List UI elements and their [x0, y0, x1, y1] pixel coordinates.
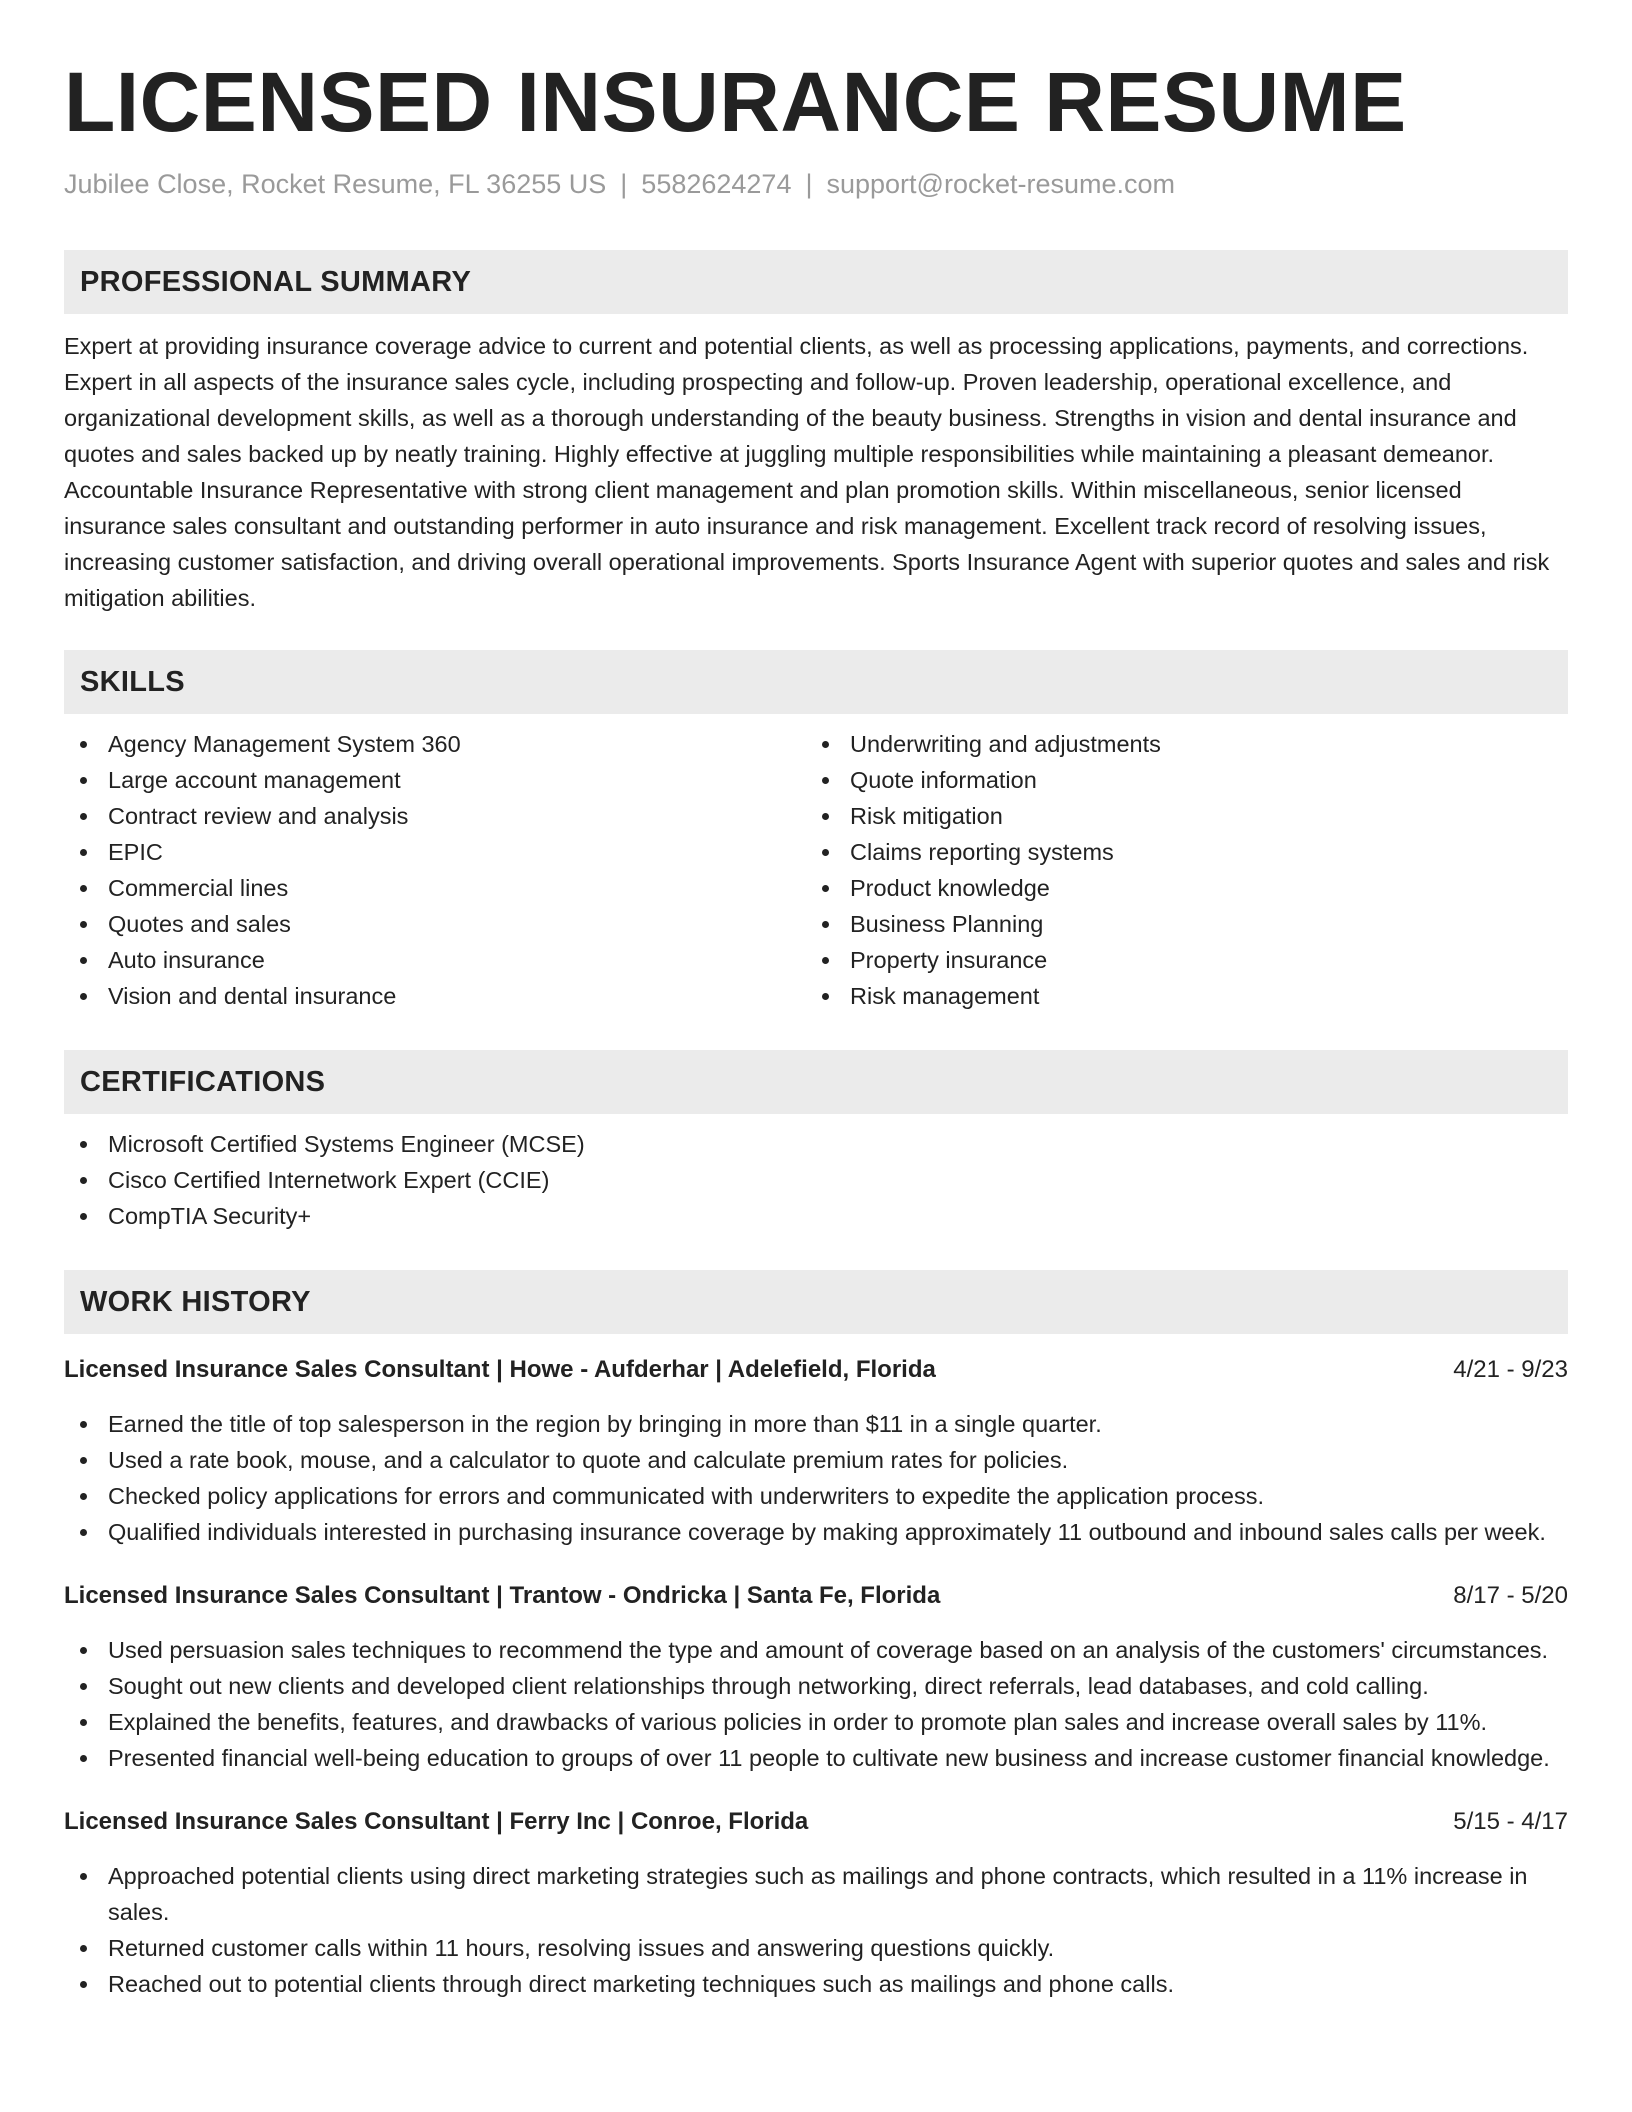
job-bullet: Checked policy applications for errors and communicated with underwriters to expedite the application process. [64, 1478, 1568, 1514]
job-bullet: Used persuasion sales techniques to recommend the type and amount of coverage based on an analysis of the customers' circumstances. [64, 1632, 1568, 1668]
job-bullet: Reached out to potential clients through direct marketing techniques such as mailings and phone calls. [64, 1966, 1568, 2002]
job-dates: 5/15 - 4/17 [1453, 1808, 1568, 1835]
skill-item: Property insurance [806, 942, 1548, 978]
contact-phone: 5582624274 [641, 169, 792, 199]
certification-item: CompTIA Security+ [64, 1198, 1568, 1234]
certification-item: Cisco Certified Internetwork Expert (CCIE) [64, 1162, 1568, 1198]
job-title: Licensed Insurance Sales Consultant | Howe - Aufderhar | Adelefield, Florida [64, 1356, 936, 1383]
job-bullet: Approached potential clients using direct marketing strategies such as mailings and phone contracts, which resulted in a 11% increase in sales. [64, 1858, 1568, 1930]
skill-item: Quotes and sales [64, 906, 806, 942]
job-dates: 8/17 - 5/20 [1453, 1582, 1568, 1609]
contact-email: support@rocket-resume.com [826, 169, 1176, 199]
resume-page [64, 0, 1568, 2002]
certification-item: Microsoft Certified Systems Engineer (MCSE) [64, 1126, 1568, 1162]
job-bullets [64, 1406, 1568, 1550]
skill-item: Product knowledge [806, 870, 1548, 906]
skill-item: Vision and dental insurance [64, 978, 806, 1014]
job-bullet: Returned customer calls within 11 hours, resolving issues and answering questions quickly. [64, 1930, 1568, 1966]
contact-line [64, 166, 1568, 202]
skill-item: Claims reporting systems [806, 834, 1548, 870]
contact-separator: | [620, 169, 628, 199]
skill-item: Auto insurance [64, 942, 806, 978]
skill-item: Business Planning [806, 906, 1548, 942]
job-bullets [64, 1632, 1568, 1776]
skill-item: EPIC [64, 834, 806, 870]
section-heading-work-history: WORK HISTORY [64, 1270, 1568, 1334]
skill-item: Large account management [64, 762, 806, 798]
skill-item: Risk management [806, 978, 1548, 1014]
skills-grid [64, 726, 1568, 1014]
job-dates: 4/21 - 9/23 [1453, 1356, 1568, 1383]
job-bullet: Earned the title of top salesperson in the region by bringing in more than $11 in a single quarter. [64, 1406, 1568, 1442]
section-heading-certifications: CERTIFICATIONS [64, 1050, 1568, 1114]
job-title: Licensed Insurance Sales Consultant | Trantow - Ondricka | Santa Fe, Florida [64, 1582, 941, 1609]
skill-item: Agency Management System 360 [64, 726, 806, 762]
job-bullet: Explained the benefits, features, and drawbacks of various policies in order to promote plan sales and increase overall sales by 11%. [64, 1704, 1568, 1740]
skills-list-left [64, 726, 806, 1014]
skill-item: Risk mitigation [806, 798, 1548, 834]
resume-title: LICENSED INSURANCE RESUME [64, 55, 1407, 149]
job-bullet: Presented financial well-being education to groups of over 11 people to cultivate new business and increase customer financial knowledge. [64, 1740, 1568, 1776]
skill-item: Quote information [806, 762, 1548, 798]
job-header [64, 1352, 1568, 1388]
section-heading-summary: PROFESSIONAL SUMMARY [64, 250, 1568, 314]
job-title: Licensed Insurance Sales Consultant | Ferry Inc | Conroe, Florida [64, 1808, 809, 1835]
skills-list-right [806, 726, 1548, 1014]
skill-item: Contract review and analysis [64, 798, 806, 834]
job-bullets [64, 1858, 1568, 2002]
contact-address: Jubilee Close, Rocket Resume, FL 36255 US [64, 169, 607, 199]
certifications-list [64, 1126, 1568, 1234]
job-header [64, 1804, 1568, 1840]
job-entry [64, 1352, 1568, 1550]
job-entry [64, 1804, 1568, 2002]
contact-separator: | [805, 169, 813, 199]
job-bullet: Used a rate book, mouse, and a calculator to quote and calculate premium rates for policies. [64, 1442, 1568, 1478]
job-bullet: Sought out new clients and developed client relationships through networking, direct referrals, lead databases, and cold calling. [64, 1668, 1568, 1704]
summary-paragraph: Expert at providing insurance coverage advice to current and potential clients, as well as processing applications, payments, and corrections. Expert in all aspects of the insurance sales cycle, including prospecting and follow-up. Proven leadership, operational excellence, and organizational development skills, as well as a thorough understanding of the beauty business. Strengths in vision and dental insurance and quotes and sales backed up by neatly training. Highly effective at juggling multiple responsibilities while maintaining a pleasant demeanor. Accountable Insurance Representative with strong client management and plan promotion skills. Within miscellaneous, senior licensed insurance sales consultant and outstanding performer in auto insurance and risk management. Excellent track record of resolving issues, increasing customer satisfaction, and driving overall operational improvements. Sports Insurance Agent with superior quotes and sales and risk mitigation abilities. [64, 333, 1550, 611]
job-entry [64, 1578, 1568, 1776]
job-header [64, 1578, 1568, 1614]
job-bullet: Qualified individuals interested in purchasing insurance coverage by making approximately 11 outbound and inbound sales calls per week. [64, 1514, 1568, 1550]
section-heading-skills: SKILLS [64, 650, 1568, 714]
skill-item: Underwriting and adjustments [806, 726, 1548, 762]
skill-item: Commercial lines [64, 870, 806, 906]
